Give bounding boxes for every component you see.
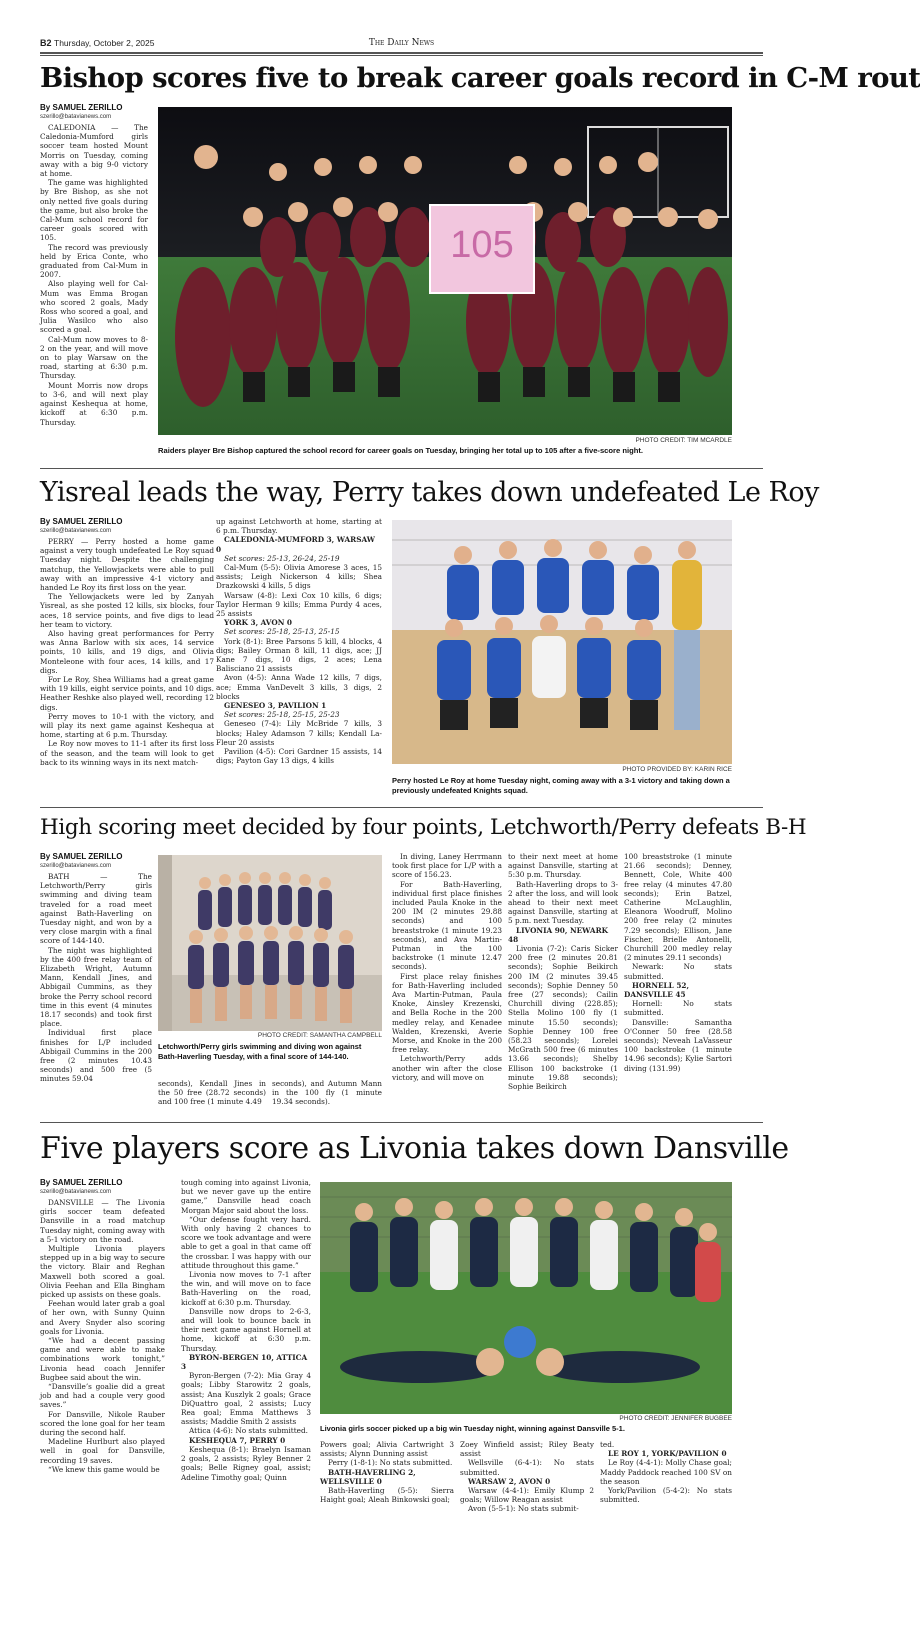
story2-headline: Yisreal leads the way, Perry takes down undefeated Le Roy	[40, 477, 819, 508]
paragraph: Geneseo (7-4): Lily McBride 7 kills, 3 blocks; Haley Adamson 7 kills; Kendall La-Fleur 20 assists	[216, 719, 382, 747]
paragraph: seconds), and Autumn Mann in the 100 fly (1 minute 19.34 seconds).	[272, 1079, 382, 1107]
paragraph: Wellsville (6-4-1): No stats submitted.	[460, 1458, 594, 1477]
section-divider	[40, 468, 763, 469]
story4-headline: Five players score as Livonia takes down Dansville	[40, 1131, 789, 1166]
paragraph: “Dansville’s goalie did a great job and had a couple very good saves.”	[40, 1382, 165, 1410]
paragraph: Keshequa (8-1): Braelyn Isaman 2 goals, 2 assists; Ryley Benner 2 goals; Belle Rigney goal, assist; Adeline Timothy goal; Quinn	[181, 1444, 311, 1482]
story4-under-photo-1	[320, 1440, 454, 1504]
paragraph: For Le Roy, Shea Williams had a great game with 19 kills, eight service points, and 10 digs. Heather Reshke also played well, recording 12 digs.	[40, 675, 214, 712]
photo-credit: PHOTO CREDIT: SAMANTHA CAMPBELL	[257, 1032, 382, 1039]
photo-caption: Letchworth/Perry girls swimming and diving won against Bath-Haverling Tuesday, with a final score of 144-140.	[158, 1042, 362, 1061]
paragraph: Also playing well for Cal-Mum was Emma Brogan who scored 2 goals, Mady Ross who scored a goal, and Julia Wasilco who also scored a goal.	[40, 279, 148, 335]
byline-email: szerillo@batavianews.com	[40, 528, 112, 534]
paragraph: York (8-1): Bree Parsons 5 kill, 4 blocks, 4 digs; Bailey Orman 8 kill, 11 digs, ace; JJ Kane 7 digs, 10 digs, 2 aces; Lena Balisciano 21 assists	[216, 636, 382, 674]
photo-caption: Perry hosted Le Roy at home Tuesday night, coming away with a 3-1 victory and taking down a previously undefeated Knights squad.	[392, 776, 730, 795]
byline: By SAMUEL ZERILLO	[40, 852, 123, 861]
paragraph: PERRY — Perry hosted a home game against a very tough undefeated Le Roy squad Tuesday night. Despite the challenging matchup, the Yellowjackets were able to pull away with an impressive 4-1 victory and handed Le Roy its first loss on the year.	[40, 537, 214, 593]
set-scores: Set scores: 25-18, 25-15, 25-23	[224, 710, 340, 720]
story4-photo	[320, 1182, 732, 1414]
score-heading: YORK 3, AVON 0	[224, 618, 292, 628]
score-heading: BATH-HAVERLING 2, WELLSVILLE 0	[320, 1467, 416, 1486]
story2-column-1	[40, 517, 214, 767]
byline-email: szerillo@batavianews.com	[40, 1189, 112, 1195]
paragraph: Livonia now moves to 7-1 after the win, and will move on to face Bath-Haverling on the road, kickoff at 6:30 p.m. Thursday.	[181, 1270, 311, 1307]
paragraph: “We had a decent passing game and were able to make combinations work tonight,” Livonia head coach Jennifer Bugbee said about the win.	[40, 1336, 165, 1382]
score-heading: WARSAW 2, AVON 0	[468, 1476, 551, 1486]
paragraph: Pavilion (4-5): Cori Gardner 15 assists, 14 digs; Payton Gay 13 digs, 4 kills	[216, 747, 382, 766]
score-heading: CALEDONIA-MUMFORD 3, WARSAW 0	[216, 535, 375, 554]
paragraph: For Dansville, Nikole Rauber scored the lone goal for her team during the second half.	[40, 1409, 165, 1438]
story3-column-5	[624, 852, 732, 1073]
paragraph: The night was highlighted by the 400 free relay team of Elizabeth Wright, Autumn Mann, Kendall Jines, and Abbigail Cummins, as they broke the Perry school record time in this event (4 minutes 18.17 seconds) and took first place.	[40, 945, 152, 1029]
paragraph: Cal-Mum (5-5): Olivia Amorese 3 aces, 15 assists; Leigh Nickerson 4 kills; Shea Drazkowski 4 kills, 5 digs	[216, 563, 382, 591]
story3-photo	[158, 855, 382, 1031]
paragraph: up against Letchworth at home, starting at 6 p.m. Thursday.	[216, 517, 382, 536]
story3-under-photo-a	[158, 1079, 266, 1107]
score-heading: HORNELL 52, DANSVILLE 45	[624, 980, 690, 1000]
story2-photo	[392, 520, 732, 764]
byline-email: szerillo@batavianews.com	[40, 114, 112, 120]
section-divider	[40, 807, 763, 808]
paragraph: Dansville: Samantha O'Conner 50 free (28.58 seconds); Neveah LaVasseur 100 backstroke (1 minute 14.96 seconds); Kylie Sartori diving (131.99)	[624, 1017, 732, 1073]
paragraph: Also having great performances for Perry was Anna Barlow with six aces, 14 service points, 10 kills, and 19 digs, and Olivia Monteleone with four aces, 14 kills, and 17 digs.	[40, 629, 214, 675]
paragraph: Multiple Livonia players stepped up in a big way to secure the victory. Blair and Reghan Maxwell both scored a goal. Olivia Feehan and Ella Bingham picked up assists on these goals.	[40, 1244, 165, 1300]
photo-credit: PHOTO CREDIT: JENNIFER BUGBEE	[619, 1415, 732, 1422]
paragraph: tough coming into against Livonia, but we never gave up the entire game,” Dansville head coach Morgan Major said about the loss.	[181, 1178, 311, 1215]
paragraph: Newark: No stats submitted.	[624, 962, 732, 981]
paragraph: Le Roy (4-4-1): Molly Chase goal; Maddy Paddock reached 100 SV on the season	[600, 1458, 732, 1486]
story4-under-photo-2	[460, 1440, 594, 1514]
paragraph: The Yellowjackets were led by Zanyah Yisreal, as she posted 12 kills, six blocks, four aces, 18 service points, and five digs to lead her team to victory.	[40, 592, 214, 629]
paragraph: 100 breaststroke (1 minute 21.66 seconds); Denney, Bennett, Cole, White 400 free relay (4 minutes 47.80 seconds); Erin Batzel, Catherine McLaughlin, Eleanora Woodruff, Molino 200 free relay (2 minutes 7.29 seconds); Ellison, Jane Fischer, Brielle Antonelli, Churchill 200 medley relay (2 minutes 29.11 seconds)	[624, 852, 732, 963]
paragraph: “We knew this game would be	[48, 1464, 160, 1474]
paragraph: Warsaw (4-8): Lexi Cox 10 kills, 6 digs; Taylor Herman 9 kills; Emma Purdy 4 aces, 25 assists	[216, 590, 382, 619]
paragraph: The record was previously held by Erica Conte, who graduated from Cal-Mum in 2007.	[40, 242, 148, 280]
paragraph: For Bath-Haverling, individual first place finishes included Paula Knoke in the 200 IM (2 minutes 29.88 seconds) and 100 breaststroke (1 minute 19.23 seconds), and Ava Martin-Putman in the 100 backstroke (1 minute 12.47 seconds).	[392, 879, 502, 972]
score-heading: LIVONIA 90, NEWARK 48	[508, 925, 608, 944]
paragraph: Livonia (7-2): Caris Sicker 200 free (2 minutes 20.81 seconds); Sophie Beikirch 200 IM (2 minutes 39.45 seconds); Sophie Denney 50 free (27 seconds); Cailin Churchill diving (228.85); Stella Molino 100 fly (1 minute 15.50 seconds); Sophie Denney 100 free (58.23 seconds); Lorelei McGrath 500 free (6 minutes 13.66 seconds); Shelby Ellison 100 backstroke (1 minute 19.88 seconds); Sophie Beikirch	[508, 944, 618, 1092]
page-number: B2	[40, 38, 52, 48]
paragraph: Powers goal; Alivia Cartwright 3 assists; Alynn Dunning assist	[320, 1440, 454, 1459]
story1-text	[40, 103, 148, 427]
paragraph: ted.	[600, 1440, 615, 1449]
paragraph: Cal-Mum now moves to 8-2 on the year, and will move on to play Warsaw on the road, starting at 6:30 p.m. Thursday.	[40, 334, 148, 381]
story3-column-3	[392, 852, 502, 1082]
story4-column-2	[181, 1178, 311, 1482]
paragraph: CALEDONIA — The Caledonia-Mumford girls soccer team hosted Mount Morris on Tuesday, coming away with a big 9-0 victory at home.	[40, 123, 148, 179]
paragraph: Mount Morris now drops to 3-6, and will next play against Keshequa at home, kickoff at 6:30 p.m. Thursday.	[40, 380, 148, 427]
paragraph: The game was highlighted by Bre Bishop, as she not only netted five goals during the game, but also broke the Cal-Mum school record for career goals scored with 105.	[40, 178, 148, 243]
paragraph: BATH — The Letchworth/Perry girls swimming and diving team traveled for a road meet against Bath-Haverling on Tuesday night, and won by a very close margin with a final score of 144-140.	[40, 872, 152, 946]
paragraph: Perry (1-8-1): No stats submitted.	[328, 1458, 453, 1468]
paragraph: Hornell: No stats submitted.	[624, 999, 732, 1018]
paragraph: In diving, Laney Herrmann took first place for L/P with a score of 156.23.	[392, 852, 502, 880]
paragraph: seconds), Kendall Jines in the 50 free (28.72 seconds) and 100 free (1 minute 4.49	[158, 1079, 266, 1107]
story3-column-1	[40, 852, 152, 1084]
photo-caption: Raiders player Bre Bishop captured the school record for career goals on Tuesday, bringing her total up to 105 after a five-score night.	[158, 446, 643, 455]
story2-column-2	[216, 517, 382, 765]
paper-name: The Daily News	[368, 38, 435, 48]
paragraph: Madeline Hurlburt also played well in goal for Dansville, recording 19 saves.	[40, 1437, 165, 1465]
masthead-rule	[40, 52, 763, 54]
story4-under-photo-3	[600, 1440, 732, 1504]
story3-headline: High scoring meet decided by four points, Letchworth/Perry defeats B-H	[40, 815, 807, 840]
set-scores: Set scores: 25-13, 26-24, 25-19	[224, 553, 340, 563]
score-heading: LE ROY 1, YORK/PAVILION 0	[608, 1449, 727, 1459]
set-scores: Set scores: 25-18, 25-13, 25-15	[224, 627, 340, 637]
paragraph: to their next meet at home against Dansville, starting at 5:30 p.m. Thursday.	[508, 852, 618, 880]
paragraph: Bath-Haverling (5-5): Sierra Haight goal; Aleah Binkowski goal;	[320, 1486, 454, 1505]
paragraph: “Our defense fought very hard. With only having 2 chances to score we took advantage and were able to get a goal in that came off the crossbar. I was happy with our attitude throughout this game.”	[181, 1214, 311, 1270]
paragraph: Individual first place finishes for L/P included Abbigail Cummins in the 200 free (2 minutes 10.43 seconds) and 500 free (5 minutes 59.04	[40, 1028, 152, 1084]
section-divider	[40, 1122, 763, 1123]
paragraph: Dansville now drops to 2-6-3, and will look to bounce back in their next game against Hornell at home, kickoff at 6:30 p.m. Thursday.	[181, 1306, 311, 1353]
photo-credit: PHOTO CREDIT: TIM MCARDLE	[635, 437, 732, 444]
masthead	[40, 38, 763, 52]
paragraph: Byron-Bergen (7-2): Mia Gray 4 goals; Libby Starowitz 2 goals, assist; Ana Kuszlyk 2 goals; Grace DiQuattro goal, 2 assists; Lucy Rea goal; Emma Matthews 3 assists; Maddie Smith 2 assists	[181, 1371, 311, 1427]
photo-caption: Livonia girls soccer picked up a big win Tuesday night, winning against Dansville 5-1.	[320, 1424, 625, 1433]
issue-date: Thursday, October 2, 2025	[54, 38, 155, 48]
byline: By SAMUEL ZERILLO	[40, 1178, 123, 1187]
score-heading: BYRON-BERGEN 10, ATTICA 3	[181, 1352, 308, 1372]
paragraph: Attica (4-6): No stats submitted.	[189, 1426, 308, 1436]
score-heading: KESHEQUA 7, PERRY 0	[189, 1435, 286, 1445]
score-heading: GENESEO 3, PAVILION 1	[224, 701, 327, 711]
byline: By SAMUEL ZERILLO	[40, 103, 123, 112]
paragraph: Avon (5-5-1): No stats submit-	[468, 1504, 579, 1514]
paragraph: Feehan would later grab a goal of her own, with Sunny Quinn and Avery Snyder also scoring goals for Livonia.	[40, 1299, 165, 1336]
paragraph: First place relay finishes for Bath-Haverling included Ava Martin-Putman, Paula Knoke, Ainsley Krezenski, and Bella Roche in the 200 medley relay, and Kenadee Walden, Krezenski, Averie Morse, and Knoke in the 200 free relay.	[392, 971, 502, 1055]
story1-photo	[158, 107, 732, 435]
record-sign-number: 105	[450, 224, 514, 266]
paragraph: Le Roy now moves to 11-1 after its first loss of the season, and the team will look to get back to its winning ways in its next match-	[40, 739, 214, 767]
byline: By SAMUEL ZERILLO	[40, 517, 123, 526]
paragraph: York/Pavilion (5-4-2): No stats submitted.	[600, 1486, 732, 1505]
paragraph: Warsaw (4-4-1): Emily Klump 2 goals; Willow Reagan assist	[460, 1486, 594, 1505]
story4-column-1	[40, 1178, 165, 1474]
paragraph: Avon (4-5): Anna Wade 12 kills, 7 digs, ace; Emma VanDevelt 3 kills, 3 digs, 2 blocks	[216, 673, 382, 701]
story1-headline: Bishop scores five to break career goals record in C-M rout	[40, 62, 920, 94]
story3-column-4	[508, 852, 618, 1091]
paragraph: Letchworth/Perry adds another win after the close victory, and will move on	[392, 1054, 502, 1082]
masthead-rule-thin	[40, 55, 763, 56]
story3-under-photo-b	[272, 1079, 382, 1107]
photo-credit: PHOTO PROVIDED BY: KARIN RICE	[622, 766, 732, 773]
paragraph: Perry moves to 10-1 with the victory, and will play its next game against Keshequa at home, starting at 6 p.m. Thursday.	[40, 711, 214, 740]
paragraph: Zoey Winfield assist; Riley Beaty assist	[460, 1440, 594, 1459]
byline-email: szerillo@batavianews.com	[40, 863, 112, 869]
paragraph: Bath-Haverling drops to 3-2 after the loss, and will look ahead to their next meet against Dansville, starting at 5 p.m. next Tuesday.	[508, 879, 618, 926]
paragraph: DANSVILLE — The Livonia girls soccer team defeated Dansville in a road matchup Tuesday night, coming away with a 5-1 victory on the road.	[40, 1198, 165, 1244]
